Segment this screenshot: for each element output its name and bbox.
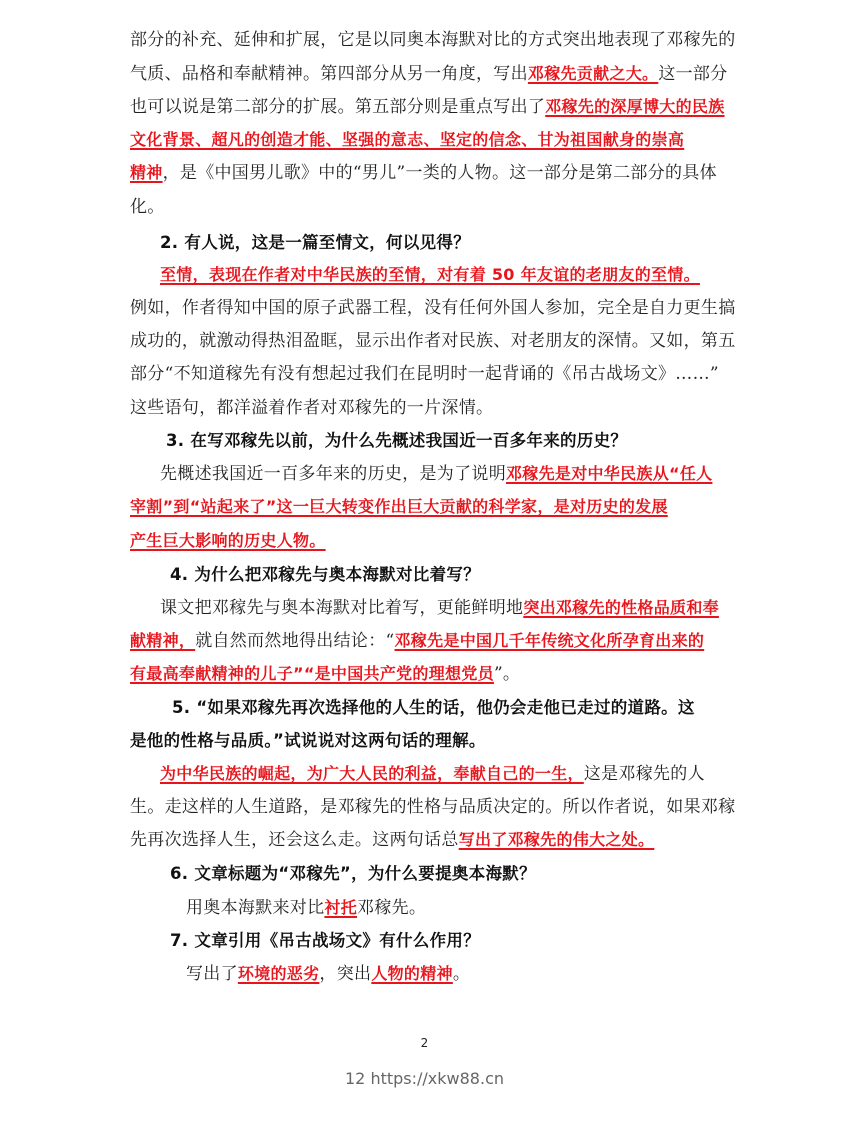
- paragraph-line: [186, 897, 786, 919]
- paragraph-line: [130, 397, 730, 419]
- paragraph-line: [160, 463, 760, 485]
- text: 就自然而然地得出结论：“: [195, 631, 395, 651]
- paragraph-line: [130, 96, 730, 118]
- paragraph-line: [130, 162, 730, 184]
- text: 课文把邓稼先与奥本海默对比着写，更能鲜明地: [160, 598, 524, 618]
- highlight-answer: 产生巨大影响的历史人物。: [130, 531, 326, 550]
- question-4: 4. 为什么把邓稼先与奥本海默对比着写？: [170, 565, 480, 584]
- highlight-answer: 有最高奉献精神的儿子”“是中国共产党的理想党员: [130, 664, 494, 683]
- question-3: 3. 在写邓稼先以前，为什么先概述我国近一百多年来的历史？: [166, 431, 628, 450]
- paragraph-line: [130, 297, 736, 319]
- text: 化。: [130, 197, 165, 217]
- text: 生。走这样的人生道路，是邓稼先的性格与品质决定的。所以作者说，如果邓稼: [130, 797, 736, 817]
- paragraph-line: [160, 597, 760, 619]
- highlight-answer: 献精神，: [130, 631, 196, 650]
- highlight-answer: 为中华民族的崛起，为广大人民的利益，奉献自己的一生，: [160, 764, 584, 783]
- highlight-answer: 邓稼先是中国几千年传统文化所孕育出来的: [394, 631, 705, 650]
- question-7: 7. 文章引用《吊古战场文》有什么作用？: [170, 931, 480, 950]
- highlight-answer: 至情，表现在作者对中华民族的至情，对有着 50 年友谊的老朋友的至情。: [160, 265, 700, 284]
- text: ，突出: [319, 964, 372, 984]
- paragraph-line: [130, 196, 730, 218]
- highlight-answer: 文化背景、超凡的创造才能、坚强的意志、坚定的信念、甘为祖国献身的崇高: [130, 130, 685, 149]
- highlight-answer: 衬托: [324, 898, 358, 917]
- paragraph-line: [130, 330, 736, 352]
- paragraph-line: [130, 29, 736, 51]
- text: 这些语句，都洋溢着作者对邓稼先的一片深情。: [130, 398, 494, 418]
- text: 部分“不知道稼先有没有想起过我们在昆明时一起背诵的《吊古战场文》……”: [130, 364, 719, 384]
- highlight-answer: 环境的恶劣: [237, 964, 320, 983]
- question-5: 5. “如果邓稼先再次选择他的人生的话，他仍会走他已走过的道路。这: [172, 698, 695, 717]
- text: 这是邓稼先的人: [583, 764, 705, 784]
- paragraph-line: [130, 530, 730, 552]
- text: 先概述我国近一百多年来的历史，是为了说明: [160, 464, 506, 484]
- paragraph-line: [130, 496, 730, 518]
- paragraph-line: [130, 129, 730, 151]
- text: 。: [452, 964, 471, 984]
- text: 这一部分: [658, 64, 728, 84]
- paragraph-line: [130, 829, 730, 851]
- highlight-answer: 邓稼先贡献之大。: [527, 64, 659, 83]
- text: 例如，作者得知中国的原子武器工程，没有任何外国人参加，完全是自力更生搞: [130, 298, 736, 318]
- highlight-answer: 写出了邓稼先的伟大之处。: [458, 830, 655, 849]
- question-2: 2. 有人说，这是一篇至情文，何以见得？: [160, 233, 470, 252]
- text: 部分的补充、延伸和扩展，它是以同奥本海默对比的方式突出地表现了邓稼先的: [130, 30, 736, 50]
- answer-line: [160, 264, 760, 286]
- paragraph-line: [186, 963, 786, 985]
- paragraph-line: [130, 363, 730, 385]
- paragraph-line: [130, 663, 730, 685]
- page-number: 2: [420, 1036, 429, 1050]
- highlight-answer: 宰割”到“站起来了”这一巨大转变作出巨大贡献的科学家，是对历史的发展: [130, 497, 668, 516]
- paragraph-line: [130, 63, 730, 85]
- text: 先再次选择人生，还会这么走。这两句话总: [130, 830, 459, 850]
- text: 也可以说是第二部分的扩展。第五部分则是重点写出了: [130, 97, 546, 117]
- footer-watermark: 12 https://xkw88.cn: [345, 1069, 504, 1088]
- paragraph-line: [160, 763, 760, 785]
- text: 气质、品格和奉献精神。第四部分从另一角度，写出: [130, 64, 528, 84]
- text: ，是《中国男儿歌》中的“男儿”一类的人物。这一部分是第二部分的具体: [162, 163, 717, 183]
- text: ”。: [493, 664, 521, 684]
- highlight-answer: 精神: [130, 163, 163, 182]
- highlight-answer: 邓稼先的深厚博大的民族: [545, 97, 725, 116]
- paragraph-line: [130, 796, 736, 818]
- highlight-answer: 邓稼先是对中华民族从“任人: [506, 464, 713, 483]
- text: 用奥本海默来对比: [186, 898, 325, 918]
- question-6: 6. 文章标题为“邓稼先”，为什么要提奥本海默？: [170, 864, 536, 883]
- paragraph-line: [130, 630, 730, 652]
- highlight-answer: 突出邓稼先的性格品质和奉: [523, 598, 719, 617]
- highlight-answer: 人物的精神: [371, 964, 453, 983]
- text: 写出了: [186, 964, 238, 984]
- text: 邓稼先。: [357, 898, 427, 918]
- text: 成功的，就激动得热泪盈眶，显示出作者对民族、对老朋友的深情。又如，第五: [130, 331, 736, 351]
- question-5-cont: 是他的性格与品质。”试说说对这两句话的理解。: [130, 731, 486, 750]
